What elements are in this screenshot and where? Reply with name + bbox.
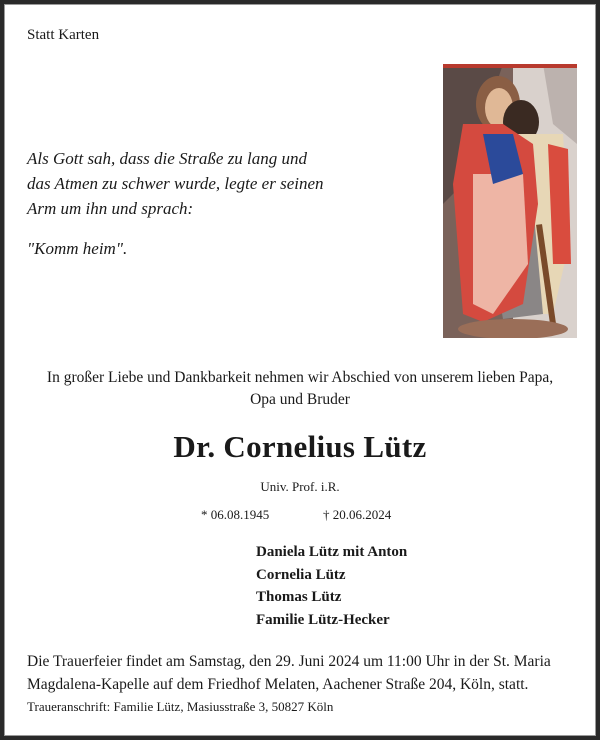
poem-quote: "Komm heim". [27,239,128,258]
ceremony-line: Magdalena-Kapelle auf dem Friedhof Melaten, Aachener Straße 204, Köln, statt. [27,676,529,693]
poem-line: Arm um ihn und sprach: [27,199,194,218]
ceremony-line: Die Trauerfeier findet am Samstag, den 29. Juni 2024 um 11:00 Uhr in der St. Maria [27,653,551,670]
intro-line: In großer Liebe und Dankbarkeit nehmen wir Abschied von unserem lieben Papa, [46,369,554,386]
family-member: Cornelia Lütz [256,567,346,583]
deceased-name: Dr. Cornelius Lütz [173,429,427,464]
poem-line: Als Gott sah, dass die Straße zu lang und [27,149,308,168]
poem-line: das Atmen zu schwer wurde, legte er seinen [27,174,324,193]
birth-date: * 06.08.1945 [201,507,270,522]
header-text: Statt Karten [27,27,100,43]
family-member: Daniela Lütz mit Anton [256,544,408,560]
family-member: Thomas Lütz [256,589,342,605]
intro-line: Opa und Bruder [250,391,350,408]
death-date: † 20.06.2024 [323,507,392,522]
deceased-title: Univ. Prof. i.R. [260,479,340,494]
mourning-address: Traueranschrift: Familie Lütz, Masiusstraße 3, 50827 Köln [27,699,334,714]
obituary-notice [4,4,596,736]
family-member: Familie Lütz-Hecker [256,612,390,628]
painting-embrace-icon [443,64,577,338]
